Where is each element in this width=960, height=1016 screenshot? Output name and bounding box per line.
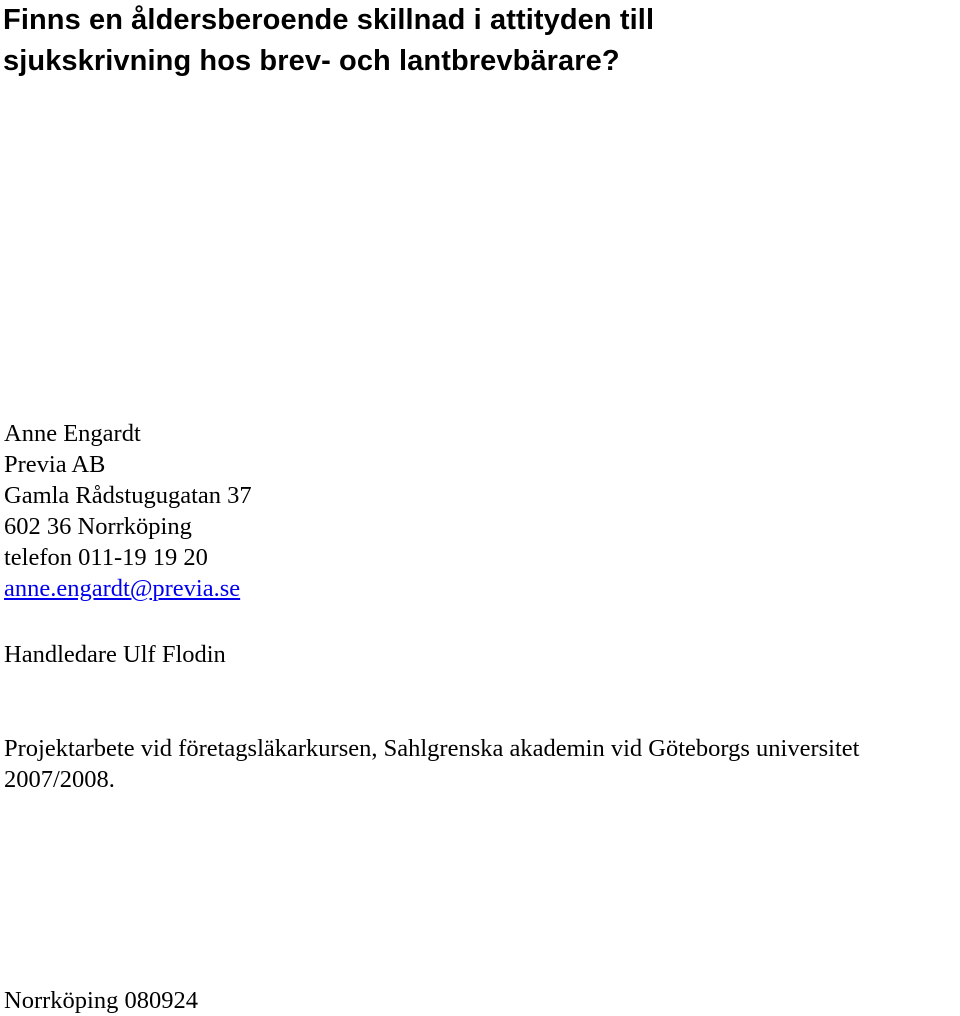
author-phone: telefon 011-19 19 20 (4, 544, 208, 571)
supervisor-line: Handledare Ulf Flodin (4, 641, 226, 668)
project-line-2: 2007/2008. (4, 766, 115, 793)
author-street-address: Gamla Rådstugugatan 37 (4, 482, 252, 509)
place-and-date: Norrköping 080924 (4, 987, 198, 1014)
author-organization: Previa AB (4, 451, 106, 478)
author-postal-address: 602 36 Norrköping (4, 513, 192, 540)
document-title (3, 0, 654, 82)
author-email-line (4, 573, 252, 604)
project-line-1: Projektarbete vid företagsläkarkursen, Sahlgrenska akademin vid Göteborgs universitet (4, 735, 860, 762)
author-email-link[interactable]: anne.engardt@previa.se (4, 575, 241, 602)
author-contact-block (4, 418, 252, 604)
author-name: Anne Engardt (4, 420, 141, 447)
title-line-2: sjukskrivning hos brev- och lantbrevbärare? (3, 45, 620, 77)
title-line-1: Finns en åldersberoende skillnad i attityden till (3, 4, 655, 36)
project-description (4, 733, 859, 795)
